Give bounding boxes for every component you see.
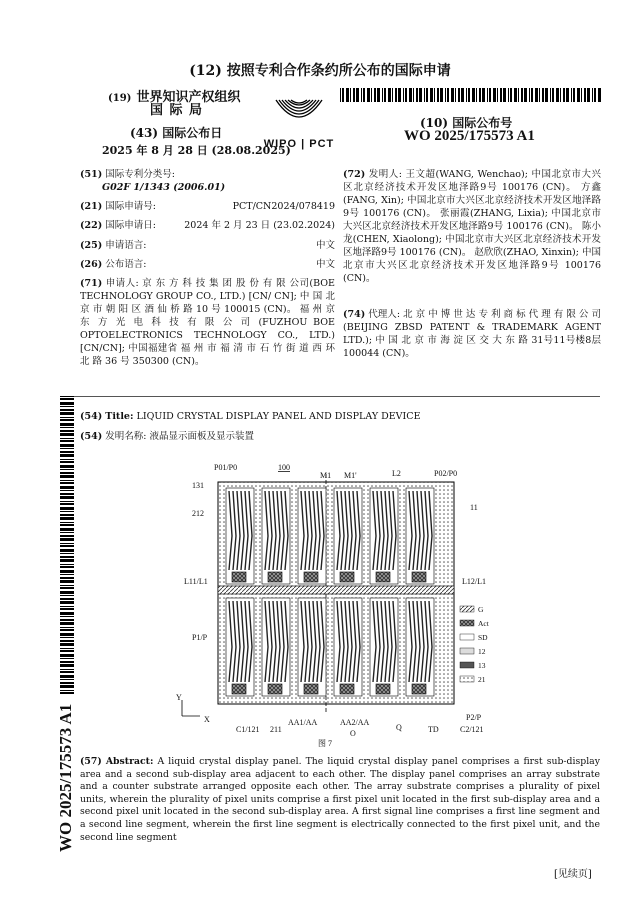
barcode-bar <box>60 440 74 442</box>
barcode-bar <box>521 88 523 102</box>
barcode-bar <box>60 427 74 428</box>
barcode-bar <box>60 692 74 694</box>
document-title: (12) 按照专利合作条约所公布的国际申请 <box>189 63 451 79</box>
barcode-bar <box>395 88 397 102</box>
barcode-bar <box>581 88 582 102</box>
barcode-bar <box>566 88 569 102</box>
barcode-bar <box>60 559 74 562</box>
barcode-bar <box>60 480 74 481</box>
barcode-bar <box>60 430 74 432</box>
barcode-bar <box>60 564 74 565</box>
bib-inventors: (72) 发明人: 王文超(WANG, Wenchao); 中国北京市大兴区北京经济技术开发区地泽路9号 100176 (CN)。 方鑫(FANG, Xin); 中国北京市大兴区北京经济技术开发区地泽路9号 100176 (CN)。 张丽霞(ZHANG, Lixia); 中国北京市大兴区北京经济技术开发区地泽路9号 100176 (CN)。 陈小龙(CHEN, Xiaolong); 中国北京市大兴区北京经济技术开发区地泽路9号 100176 (CN)。 赵欣欣(ZHAO, Xinxin); 中国北京市大兴区北京经济技术开发区地泽路9号 100176 (CN)。 <box>343 169 601 284</box>
barcode-bar <box>60 444 74 447</box>
side-barcode <box>60 396 74 696</box>
barcode-bar <box>60 671 74 673</box>
barcode-bar <box>60 451 74 453</box>
barcode-bar <box>60 580 74 583</box>
barcode-bar <box>371 88 372 102</box>
side-pub-number: WO 2025/175573 A1 <box>56 703 75 852</box>
svg-text:Act: Act <box>478 619 489 628</box>
barcode-bar <box>356 88 359 102</box>
label-aa2: AA2/AA <box>340 718 370 727</box>
barcode-bar <box>500 88 502 102</box>
label-l12: L12/L1 <box>462 577 486 586</box>
barcode-bar <box>60 633 74 636</box>
barcode-bar <box>374 88 376 102</box>
label-m1-prime: M1' <box>344 471 357 480</box>
barcode-bar <box>60 622 74 625</box>
barcode-bar <box>60 606 74 607</box>
barcode-bar <box>440 88 443 102</box>
barcode-bar <box>493 88 496 102</box>
barcode-bar <box>60 543 74 544</box>
barcode-bar <box>437 88 439 102</box>
barcode-bar <box>535 88 538 102</box>
barcode-bar <box>60 585 74 586</box>
barcode-bar <box>60 412 74 415</box>
barcode-bar <box>416 88 418 102</box>
barcode-bar <box>497 88 498 102</box>
barcode-bar <box>434 88 435 102</box>
bib-agent: (74) 代理人: 北 京 中 博 世 达 专 利 商 标 代 理 有 限 公 司 (BEIJING ZBSD PATENT & TRADEMARK AGENT LTD.); 中 国 北 京 市 海 淀 区 交 大 东 路 31号11号楼8层 100044 (CN)。 <box>343 309 601 359</box>
tft-region <box>340 572 354 582</box>
barcode-bar <box>60 616 74 617</box>
label-212: 212 <box>192 509 204 518</box>
barcode-bar <box>60 472 74 474</box>
barcode-bar <box>60 398 74 400</box>
barcode-bar <box>430 88 433 102</box>
label-o: O <box>350 729 356 738</box>
barcode-bar <box>60 553 74 554</box>
barcode-bar <box>542 88 544 102</box>
barcode-bar <box>405 88 407 102</box>
barcode-bar <box>503 88 506 102</box>
svg-text:21: 21 <box>478 675 486 684</box>
label-l2: L2 <box>392 469 401 478</box>
barcode-bar <box>584 88 586 102</box>
barcode-bar <box>60 675 74 678</box>
barcode-bar <box>60 648 74 649</box>
barcode-bar <box>60 650 74 652</box>
barcode-bar <box>60 664 74 667</box>
barcode-bar <box>60 637 74 638</box>
barcode-bar <box>60 532 74 533</box>
barcode-bar <box>60 406 74 407</box>
barcode-bar <box>60 433 74 436</box>
barcode-bar <box>367 88 370 102</box>
barcode-bar <box>60 486 74 489</box>
svg-text:12: 12 <box>478 647 486 656</box>
barcode-bar <box>577 88 580 102</box>
barcode-bar <box>60 661 74 663</box>
tft-region <box>268 572 282 582</box>
figure-legend <box>460 605 490 684</box>
barcode-bar <box>60 627 74 628</box>
barcode-bar <box>60 409 74 411</box>
barcode-bar <box>60 514 74 516</box>
label-p02: P02/P0 <box>434 469 458 478</box>
tft-region <box>304 684 318 694</box>
label-m1: M1 <box>320 471 332 480</box>
barcode-bar <box>514 88 517 102</box>
barcode-bar <box>60 545 74 547</box>
barcode-bar <box>468 88 470 102</box>
barcode-bar <box>466 88 467 102</box>
tft-region <box>304 572 318 582</box>
barcode-bar <box>594 88 596 102</box>
tft-region <box>376 684 390 694</box>
bib-classification: (51) 国际专利分类号: G02F 1/1343 (2006.01) <box>80 169 226 193</box>
svg-text:13: 13 <box>478 661 486 670</box>
barcode-bar <box>353 88 355 102</box>
barcode-bar <box>60 535 74 537</box>
title-cn: (54) 发明名称: 液晶显示面板及显示装置 <box>80 431 254 442</box>
barcode-bar <box>361 88 362 102</box>
section-divider <box>64 396 600 397</box>
label-td: TD <box>428 725 439 734</box>
barcode-bar <box>60 570 74 573</box>
barcode-bar <box>60 461 74 463</box>
barcode-bar <box>539 88 540 102</box>
barcode-bar <box>524 88 527 102</box>
barcode-bar <box>60 612 74 615</box>
continued-note: [见续页] <box>554 869 592 880</box>
barcode-bar <box>60 438 74 439</box>
figure-caption: 图 7 <box>318 739 332 748</box>
barcode-bar <box>60 507 74 510</box>
barcode-bar <box>60 643 74 646</box>
barcode-bar <box>489 88 491 102</box>
barcode-bar <box>346 88 349 102</box>
barcode-bar <box>472 88 475 102</box>
top-barcode <box>340 88 602 102</box>
barcode-bar <box>455 88 456 102</box>
barcode-bar <box>388 88 391 102</box>
barcode-bar <box>451 88 454 102</box>
barcode-bar <box>60 595 74 596</box>
org-code: (19) <box>108 93 132 104</box>
barcode-bar <box>60 556 74 558</box>
barcode-bar <box>510 88 512 102</box>
tft-region <box>412 572 426 582</box>
barcode-bar <box>60 682 74 684</box>
barcode-bar <box>384 88 386 102</box>
barcode-bar <box>392 88 393 102</box>
tft-region <box>232 684 246 694</box>
barcode-bar <box>60 402 74 405</box>
barcode-bar <box>482 88 485 102</box>
pubdate-label: (43) 国际公布日 <box>130 126 223 140</box>
barcode-bar <box>518 88 519 102</box>
label-x: X <box>204 715 210 724</box>
barcode-bar <box>60 528 74 531</box>
barcode-bar <box>60 591 74 594</box>
barcode-bar <box>60 601 74 604</box>
label-11: 11 <box>470 503 478 512</box>
barcode-bar <box>413 88 414 102</box>
bib-applicant: (71) 申请人: 京 东 方 科 技 集 团 股 份 有 限 公司(BOE TECHNOLOGY GROUP CO., LTD.) [CN/ CN]; 中 国 北 京 市 朝 阳 区 酒 仙 桥 路 10 号 100015 (CN)。 福 州 京 东 方 光 电 科 技 有 限 公 司 (FUZHOU BOE OPTOELECTRONICS TECHNOLOGY CO., LTD.) [CN/CN]; 中国福建省 福 州 市 福 清 市 石 竹 街 道 西 环 北 路 36 号 350300 (CN)。 <box>80 278 335 367</box>
barcode-bar <box>60 574 74 575</box>
logo-text: WIPO | PCT <box>263 138 335 150</box>
org-name: 世界知识产权组织 <box>136 90 241 105</box>
bib-publication-language: (26) 公布语言: 中文 <box>80 259 335 270</box>
label-p01: P01/P0 <box>214 463 238 472</box>
barcode-bar <box>60 493 74 495</box>
barcode-bar <box>598 88 601 102</box>
svg-text:G: G <box>478 605 484 614</box>
barcode-bar <box>60 538 74 541</box>
barcode-bar <box>60 475 74 478</box>
barcode-bar <box>419 88 422 102</box>
barcode-bar <box>60 685 74 688</box>
org-bureau: 国 际 局 <box>150 103 204 118</box>
label-l11: L11/L1 <box>184 577 208 586</box>
barcode-bar <box>458 88 460 102</box>
barcode-bar <box>573 88 575 102</box>
barcode-bar <box>60 629 74 631</box>
bib-filing-date: (22) 国际申请日: 2024 年 2 月 23 日 (23.02.2024) <box>80 220 335 231</box>
barcode-bar <box>60 503 74 505</box>
barcode-bar <box>550 88 551 102</box>
barcode-bar <box>60 511 74 512</box>
barcode-bar <box>556 88 559 102</box>
barcode-bar <box>60 640 74 642</box>
barcode-bar <box>60 598 74 600</box>
barcode-bar <box>508 88 509 102</box>
barcode-bar <box>571 88 572 102</box>
barcode-bar <box>552 88 554 102</box>
barcode-bar <box>60 524 74 526</box>
title-en: (54) Title: LIQUID CRYSTAL DISPLAY PANEL AND DISPLAY DEVICE <box>80 411 421 422</box>
barcode-bar <box>60 587 74 589</box>
barcode-bar <box>560 88 561 102</box>
wipo-logo <box>262 94 336 156</box>
tft-region <box>412 684 426 694</box>
bib-application-number: (21) 国际申请号: PCT/CN2024/078419 <box>80 201 335 212</box>
barcode-bar <box>445 88 446 102</box>
barcode-bar <box>60 619 74 621</box>
label-aa1: AA1/AA <box>288 718 318 727</box>
barcode-bar <box>60 423 74 426</box>
barcode-bar <box>377 88 380 102</box>
label-q: Q <box>396 723 402 732</box>
barcode-bar <box>60 608 74 610</box>
barcode-bar <box>60 465 74 468</box>
barcode-bar <box>403 88 404 102</box>
barcode-bar <box>529 88 530 102</box>
barcode-bar <box>545 88 548 102</box>
barcode-bar <box>60 490 74 491</box>
barcode-bar <box>447 88 449 102</box>
bib-filing-language: (25) 申请语言: 中文 <box>80 240 335 251</box>
barcode-bar <box>342 88 344 102</box>
barcode-bar <box>487 88 488 102</box>
barcode-bar <box>531 88 533 102</box>
barcode-bar <box>592 88 593 102</box>
lcd-panel-drawing <box>170 460 510 750</box>
barcode-bar <box>479 88 481 102</box>
barcode-bar <box>60 522 74 523</box>
barcode-bar <box>60 417 74 418</box>
barcode-bar <box>409 88 412 102</box>
barcode-bar <box>424 88 425 102</box>
barcode-bar <box>60 496 74 499</box>
barcode-bar <box>587 88 590 102</box>
label-131: 131 <box>192 481 204 490</box>
barcode-bar <box>60 459 74 460</box>
barcode-bar <box>60 679 74 680</box>
abstract: (57) Abstract: A liquid crystal display panel. The liquid crystal display panel comprises a first sub-display area and a second sub-display area adjacent to each other. The display panel comprises an array substrate and a counter substrate arranged opposite each other. The array substrate comprises a plurality of pixel units, wherein the plurality of pixel units comprise a first pixel unit located in the first sub-display area and a second pixel unit located in the second sub-display area. A first signal line comprises a first line segment and a second line segment, wherein the first line segment is electrically connected to the first pixel unit, and the second line segment <box>80 756 600 843</box>
barcode-bar <box>60 448 74 449</box>
barcode-bar <box>60 690 74 691</box>
label-p2: P2/P <box>466 713 482 722</box>
barcode-bar <box>60 654 74 657</box>
barcode-bar <box>60 501 74 502</box>
barcode-bar <box>60 566 74 568</box>
barcode-bar <box>340 88 341 102</box>
tft-region <box>268 684 282 694</box>
barcode-bar <box>60 482 74 484</box>
tft-region <box>340 684 354 694</box>
barcode-bar <box>350 88 351 102</box>
barcode-bar <box>60 658 74 659</box>
side-number-wrap <box>56 703 76 852</box>
label-p1: P1/P <box>192 633 208 642</box>
barcode-bar <box>476 88 477 102</box>
patent-figure <box>170 460 510 750</box>
label-c2: C2/121 <box>460 725 484 734</box>
label-c1: C1/121 <box>236 725 260 734</box>
barcode-bar <box>60 517 74 520</box>
barcode-bar <box>60 549 74 552</box>
label-100: 100 <box>278 463 290 472</box>
barcode-bar <box>60 419 74 421</box>
pubno-value: WO 2025/175573 A1 <box>404 128 535 144</box>
label-y: Y <box>176 693 182 702</box>
pubdate-value: 2025 年 8 月 28 日 (28.08.2025) <box>102 144 291 157</box>
tft-region <box>232 572 246 582</box>
barcode-bar <box>363 88 365 102</box>
svg-text:SD: SD <box>478 633 488 642</box>
pubno-label: (10) 国际公布号 <box>420 116 513 130</box>
barcode-bar <box>60 469 74 470</box>
barcode-bar <box>426 88 428 102</box>
barcode-bar <box>60 669 74 670</box>
barcode-bar <box>563 88 565 102</box>
barcode-bar <box>60 454 74 457</box>
barcode-bar <box>60 577 74 579</box>
label-211: 211 <box>270 725 282 734</box>
axis-icon <box>182 700 200 716</box>
barcode-bar <box>461 88 464 102</box>
barcode-bar <box>398 88 401 102</box>
barcode-bar <box>382 88 383 102</box>
tft-region <box>376 572 390 582</box>
barcode-bar <box>60 396 74 397</box>
